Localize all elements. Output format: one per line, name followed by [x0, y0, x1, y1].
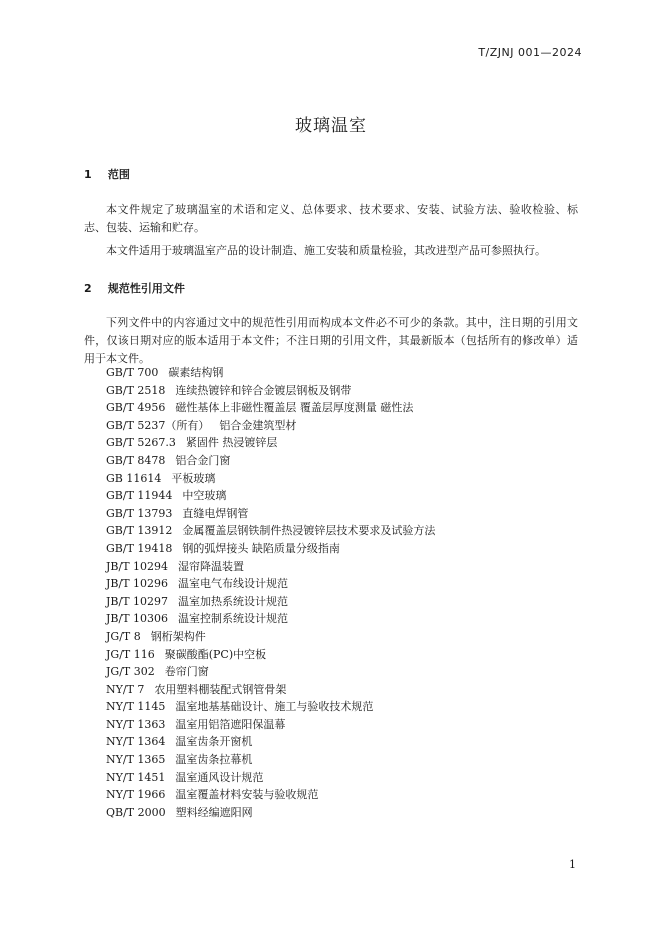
reference-item [106, 646, 435, 664]
reference-item [106, 628, 435, 646]
reference-item [106, 382, 435, 400]
reference-title: 温室覆盖材料安装与验收规范 [175, 788, 319, 802]
reference-item [106, 804, 435, 822]
reference-code: JB/T 10296 [106, 577, 169, 591]
reference-item [106, 698, 435, 716]
reference-item [106, 452, 435, 470]
reference-title: 温室电气布线设计规范 [178, 577, 289, 591]
reference-list [106, 364, 435, 821]
reference-item [106, 522, 435, 540]
section-number: 2 [84, 282, 92, 295]
page-title: 玻璃温室 [295, 116, 367, 136]
section-title: 范围 [107, 168, 130, 181]
reference-code: NY/T 1365 [106, 753, 166, 767]
reference-item [106, 610, 435, 628]
references-intro: 下列文件中的内容通过文中的规范性引用而构成本文件必不可少的条款。其中，注日期的引用文件，仅该日期对应的版本适用于本文件；不注日期的引用文件，其最新版本（包括所有的修改单）适用于本文件。 [84, 316, 578, 365]
reference-title: 中空玻璃 [182, 489, 227, 503]
reference-item [106, 558, 435, 576]
reference-code: NY/T 1364 [106, 735, 166, 749]
reference-title: 温室加热系统设计规范 [178, 594, 289, 608]
scope-paragraph-2: 本文件适用于玻璃温室产品的设计制造、施工安装和质量检验，其改进型产品可参照执行。 [106, 244, 546, 257]
reference-code: JB/T 10306 [106, 612, 169, 626]
reference-title: 铝合金建筑型材 [219, 418, 297, 432]
reference-item [106, 593, 435, 611]
reference-code: GB/T 5237（所有） [106, 418, 210, 432]
reference-item [106, 364, 435, 382]
reference-item [106, 487, 435, 505]
reference-item [106, 769, 435, 787]
reference-code: GB/T 13793 [106, 506, 173, 520]
reference-code: NY/T 1363 [106, 717, 166, 731]
reference-code: GB/T 4956 [106, 401, 166, 415]
scope-paragraph-1: 本文件规定了玻璃温室的术语和定义、总体要求、技术要求、安装、试验方法、验收检验、标志、包装、运输和贮存。 [84, 203, 578, 234]
reference-title: 聚碳酸酯(PC)中空板 [164, 647, 267, 661]
reference-title: 紧固件 热浸镀锌层 [185, 436, 278, 450]
reference-code: GB/T 13912 [106, 524, 173, 538]
reference-title: 湿帘降温装置 [178, 559, 245, 573]
reference-title: 温室齿条开窗机 [175, 735, 253, 749]
reference-title: 钢桁架构件 [150, 629, 206, 643]
reference-item [106, 417, 435, 435]
reference-title: 温室控制系统设计规范 [178, 612, 289, 626]
reference-code: QB/T 2000 [106, 805, 166, 819]
reference-code: JG/T 8 [106, 629, 141, 643]
reference-title: 平板玻璃 [171, 471, 216, 485]
reference-title: 温室齿条拉幕机 [175, 753, 253, 767]
reference-title: 碳素结构钢 [168, 366, 224, 379]
reference-item [106, 470, 435, 488]
reference-item [106, 681, 435, 699]
reference-item [106, 505, 435, 523]
reference-code: JB/T 10294 [106, 559, 169, 573]
reference-item [106, 399, 435, 417]
section-number: 1 [84, 168, 92, 181]
document-code: T/ZJNJ 001—2024 [478, 46, 582, 59]
reference-title: 铝合金门窗 [175, 453, 231, 467]
reference-item [106, 540, 435, 558]
reference-code: NY/T 1145 [106, 700, 166, 714]
reference-code: GB/T 19418 [106, 541, 173, 555]
reference-code: GB/T 700 [106, 366, 159, 379]
reference-code: JG/T 302 [106, 665, 155, 679]
reference-code: NY/T 1451 [106, 770, 166, 784]
reference-title: 温室地基基础设计、施工与验收技术规范 [175, 700, 374, 714]
reference-code: GB/T 8478 [106, 453, 166, 467]
reference-title: 连续热镀锌和锌合金镀层钢板及钢带 [175, 383, 352, 397]
reference-item [106, 434, 435, 452]
reference-code: GB/T 11944 [106, 489, 173, 503]
reference-title: 塑料经编遮阳网 [175, 805, 253, 819]
reference-item [106, 733, 435, 751]
reference-item [106, 751, 435, 769]
reference-item [106, 663, 435, 681]
reference-title: 温室通风设计规范 [175, 770, 264, 784]
reference-code: GB 11614 [106, 471, 162, 485]
reference-title: 直缝电焊钢管 [182, 506, 249, 520]
reference-title: 金属覆盖层钢铁制件热浸镀锌层技术要求及试验方法 [182, 524, 436, 538]
reference-title: 卷帘门窗 [164, 665, 209, 679]
section-heading-scope [84, 166, 130, 182]
section-heading-references [84, 280, 185, 296]
reference-item [106, 575, 435, 593]
reference-code: NY/T 1966 [106, 788, 166, 802]
reference-title: 钢的弧焊接头 缺陷质量分级指南 [182, 541, 340, 555]
reference-code: GB/T 5267.3 [106, 436, 176, 450]
section-title: 规范性引用文件 [107, 282, 185, 295]
reference-item [106, 786, 435, 804]
reference-title: 温室用铝箔遮阳保温幕 [175, 717, 286, 731]
reference-code: GB/T 2518 [106, 383, 166, 397]
reference-code: JB/T 10297 [106, 594, 169, 608]
reference-item [106, 716, 435, 734]
reference-code: JG/T 116 [106, 647, 155, 661]
reference-title: 农用塑料棚装配式钢管骨架 [154, 682, 287, 696]
reference-code: NY/T 7 [106, 682, 145, 696]
reference-title: 磁性基体上非磁性覆盖层 覆盖层厚度测量 磁性法 [175, 401, 414, 415]
page-number: 1 [569, 858, 576, 871]
